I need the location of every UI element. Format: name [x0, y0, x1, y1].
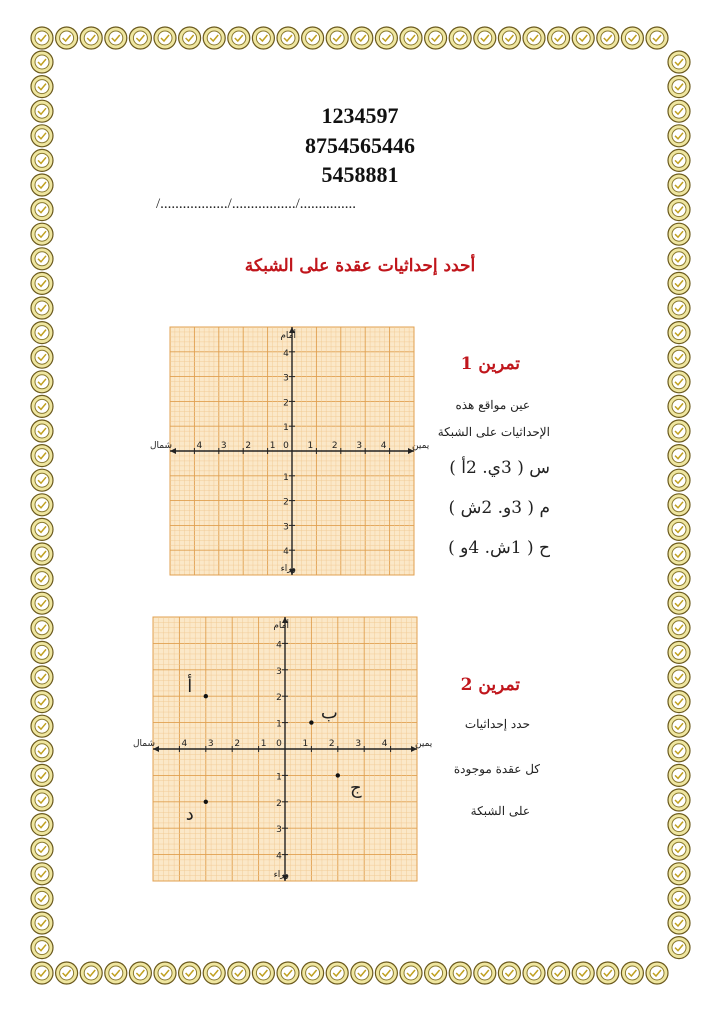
border-badge-icon [31, 223, 53, 245]
border-badge-icon [31, 248, 53, 270]
x-tick-label: 2 [234, 739, 241, 749]
border-badge-icon [228, 27, 250, 49]
border-badge-icon [668, 543, 690, 565]
border-badge-icon [425, 27, 447, 49]
border-badge-icon [105, 962, 127, 984]
x-tick-label: 4 [380, 441, 387, 451]
header-number-2: 8754565446 [305, 133, 415, 158]
x-tick-label: 2 [331, 441, 338, 451]
border-badge-icon [31, 666, 53, 688]
x-tick-label: 2 [328, 739, 335, 749]
border-badge-icon [31, 789, 53, 811]
border-badge-icon [154, 27, 176, 49]
border-badge-icon [31, 740, 53, 762]
border-badge-icon [668, 469, 690, 491]
x-tick-label: 3 [207, 739, 214, 749]
border-badge-icon [668, 863, 690, 885]
origin-label: 0 [283, 441, 289, 451]
border-badge-icon [668, 322, 690, 344]
border-badge-icon [326, 962, 348, 984]
border-badge-icon [523, 962, 545, 984]
border-badge-icon [668, 518, 690, 540]
coordinate-grid-1 [149, 327, 430, 575]
border-badge-icon [523, 27, 545, 49]
border-badge-icon [31, 814, 53, 836]
border-badge-icon [668, 617, 690, 639]
grid-point [309, 720, 313, 724]
border-badge-icon [302, 962, 324, 984]
coordinate-grid-2 [132, 617, 433, 881]
date-line: /................../................./............... [156, 196, 357, 212]
grid-point [204, 694, 208, 698]
border-badge-icon [498, 27, 520, 49]
x-tick-label: 1 [260, 739, 267, 749]
x-tick-label: 1 [307, 441, 314, 451]
exercise1-instruction-2: الإحداثيات على الشبكة [437, 425, 550, 439]
border-badge-icon [31, 937, 53, 959]
border-badge-icon [31, 691, 53, 713]
border-badge-icon [668, 691, 690, 713]
x-tick-label: 4 [381, 739, 388, 749]
border-badge-icon [277, 962, 299, 984]
border-badge-icon [668, 272, 690, 294]
front-label: أمام [273, 621, 289, 631]
x-tick-label: 4 [196, 441, 203, 451]
border-badge-icon [498, 962, 520, 984]
border-badge-icon [668, 199, 690, 221]
border-badge-icon [668, 887, 690, 909]
border-badge-icon [179, 962, 201, 984]
border-badge-icon [668, 641, 690, 663]
border-badge-icon [31, 199, 53, 221]
y-tick-label: 3 [276, 825, 282, 836]
border-badge-icon [668, 740, 690, 762]
border-badge-icon [474, 962, 496, 984]
y-tick-label: 4 [283, 348, 289, 359]
border-badge-icon [56, 27, 78, 49]
back-label: وراء [280, 564, 296, 574]
border-badge-icon [400, 27, 422, 49]
exercise2-instruction-3: على الشبكة [470, 804, 530, 818]
border-badge-icon [351, 27, 373, 49]
border-badge-icon [228, 962, 250, 984]
front-label: أمام [280, 331, 296, 341]
y-tick-label: 1 [283, 472, 289, 483]
exercise1-coord-m: م ( 3و. 2ش ) [448, 498, 550, 518]
border-badge-icon [31, 420, 53, 442]
exercise2-title: تمرين 2 [460, 675, 520, 695]
left-label: شمال [149, 441, 172, 451]
border-badge-icon [31, 297, 53, 319]
border-badge-icon [326, 27, 348, 49]
x-tick-label: 4 [181, 739, 188, 749]
border-badge-icon [252, 27, 274, 49]
border-badge-icon [179, 27, 201, 49]
y-tick-label: 4 [276, 640, 282, 651]
border-badge-icon [668, 297, 690, 319]
border-badge-icon [31, 912, 53, 934]
point-label: أ [187, 676, 193, 698]
border-badge-icon [129, 27, 151, 49]
y-tick-label: 4 [283, 547, 289, 558]
border-badge-icon [31, 592, 53, 614]
border-badge-icon [572, 27, 594, 49]
right-label: يمين [415, 739, 433, 749]
x-tick-label: 1 [302, 739, 309, 749]
border-badge-icon [668, 395, 690, 417]
border-badge-icon [31, 76, 53, 98]
border-badge-icon [252, 962, 274, 984]
border-badge-icon [646, 27, 668, 49]
y-tick-label: 1 [276, 719, 282, 730]
border-badge-icon [668, 371, 690, 393]
y-tick-label: 4 [276, 851, 282, 862]
grid-point [336, 773, 340, 777]
origin-label: 0 [276, 739, 282, 749]
x-tick-label: 3 [355, 739, 362, 749]
border-badge-icon [302, 27, 324, 49]
border-badge-icon [375, 27, 397, 49]
border-badge-icon [129, 962, 151, 984]
border-badge-icon [31, 395, 53, 417]
border-badge-icon [31, 445, 53, 467]
border-badge-icon [31, 51, 53, 73]
border-badge-icon [668, 764, 690, 786]
border-badge-icon [668, 715, 690, 737]
border-badge-icon [31, 27, 53, 49]
border-badge-icon [646, 962, 668, 984]
border-badge-icon [621, 27, 643, 49]
border-badge-icon [31, 469, 53, 491]
exercise1-instruction-1: عين مواقع هذه [455, 398, 530, 412]
border-badge-icon [56, 962, 78, 984]
border-badge-icon [31, 272, 53, 294]
border-badge-icon [277, 27, 299, 49]
border-badge-icon [425, 962, 447, 984]
border-badge-icon [31, 617, 53, 639]
border-badge-icon [105, 27, 127, 49]
point-label: ب [320, 702, 338, 724]
exercise1-title: تمرين 1 [460, 354, 520, 374]
border-badge-icon [668, 51, 690, 73]
border-badge-icon [621, 962, 643, 984]
border-badge-icon [548, 27, 570, 49]
exercise1-coord-h: ح ( 1ش. 4و ) [448, 538, 550, 558]
left-label: شمال [132, 739, 155, 749]
border-badge-icon [668, 420, 690, 442]
y-tick-label: 2 [283, 497, 289, 508]
border-badge-icon [668, 937, 690, 959]
border-badge-icon [668, 814, 690, 836]
border-badge-icon [668, 666, 690, 688]
border-badge-icon [351, 962, 373, 984]
border-badge-icon [668, 789, 690, 811]
border-badge-icon [668, 838, 690, 860]
y-tick-label: 2 [276, 798, 282, 809]
back-label: وراء [273, 870, 289, 880]
header-number-1: 1234597 [321, 103, 399, 128]
border-badge-icon [449, 27, 471, 49]
border-badge-icon [668, 76, 690, 98]
border-badge-icon [31, 494, 53, 516]
border-badge-icon [668, 592, 690, 614]
border-badge-icon [31, 641, 53, 663]
border-badge-icon [31, 371, 53, 393]
border-badge-icon [31, 962, 53, 984]
y-tick-label: 2 [283, 398, 289, 409]
border-badge-icon [668, 568, 690, 590]
border-badge-icon [80, 962, 102, 984]
border-badge-icon [31, 863, 53, 885]
border-badge-icon [597, 27, 619, 49]
border-badge-icon [668, 248, 690, 270]
y-tick-label: 3 [283, 373, 289, 384]
border-badge-icon [31, 764, 53, 786]
header-number-3: 5458881 [321, 162, 399, 187]
border-badge-icon [31, 543, 53, 565]
point-label: ج [349, 777, 362, 799]
border-badge-icon [668, 223, 690, 245]
border-badge-icon [31, 887, 53, 909]
border-badge-icon [31, 715, 53, 737]
y-tick-label: 3 [276, 666, 282, 677]
border-badge-icon [668, 445, 690, 467]
border-badge-icon [375, 962, 397, 984]
exercise2-instruction-2: كل عقدة موجودة [453, 762, 540, 776]
border-badge-icon [548, 962, 570, 984]
x-tick-label: 2 [245, 441, 252, 451]
point-label: د [185, 803, 194, 825]
border-badge-icon [668, 494, 690, 516]
border-badge-icon [31, 838, 53, 860]
border-badge-icon [203, 962, 225, 984]
exercise2-instruction-1: حدد إحداثيات [464, 717, 530, 731]
y-tick-label: 2 [276, 693, 282, 704]
border-badge-icon [31, 346, 53, 368]
border-badge-icon [154, 962, 176, 984]
border-badge-icon [31, 322, 53, 344]
page-title: أحدد إحداثيات عقدة على الشبكة [244, 256, 476, 276]
border-badge-icon [449, 962, 471, 984]
x-tick-label: 3 [356, 441, 363, 451]
border-badge-icon [572, 962, 594, 984]
border-badge-icon [80, 27, 102, 49]
border-badge-icon [668, 912, 690, 934]
border-badge-icon [31, 518, 53, 540]
y-tick-label: 1 [276, 772, 282, 783]
border-badge-icon [474, 27, 496, 49]
y-tick-label: 1 [283, 423, 289, 434]
y-tick-label: 3 [283, 522, 289, 533]
border-badge-icon [400, 962, 422, 984]
grid-point [204, 800, 208, 804]
border-badge-icon [203, 27, 225, 49]
exercise1-coord-s: س ( 3ي. 2أ ) [449, 458, 550, 478]
border-badge-icon [597, 962, 619, 984]
x-tick-label: 3 [220, 441, 227, 451]
x-tick-label: 1 [269, 441, 276, 451]
right-label: يمين [412, 441, 430, 451]
border-badge-icon [668, 346, 690, 368]
border-badge-icon [31, 568, 53, 590]
